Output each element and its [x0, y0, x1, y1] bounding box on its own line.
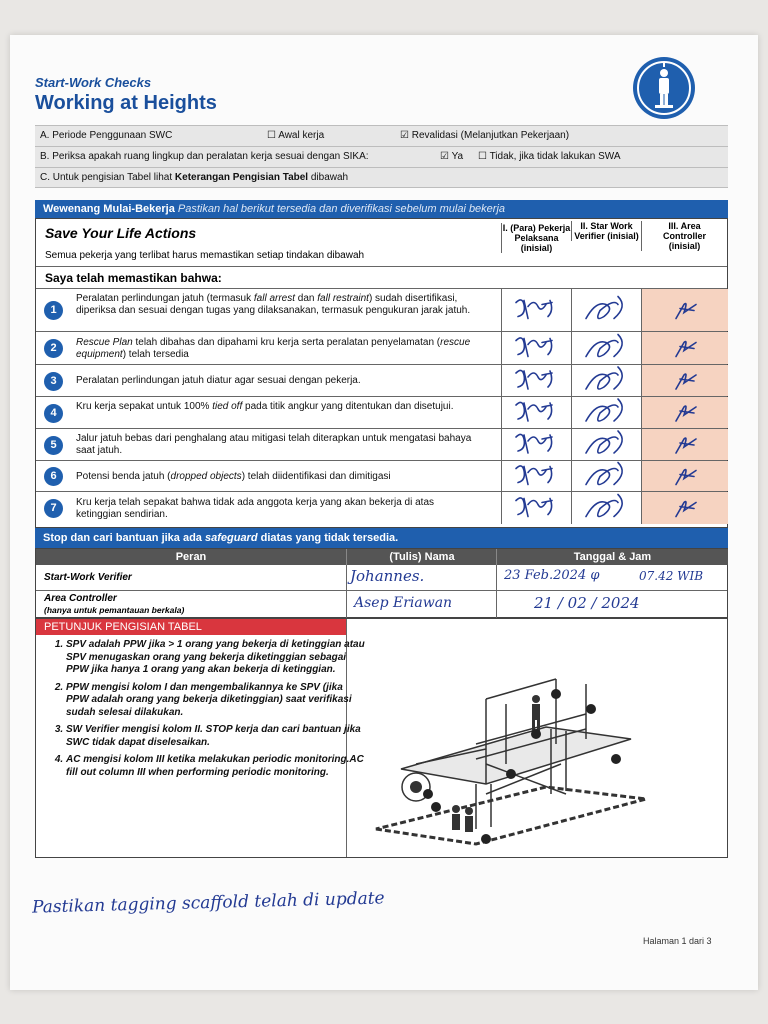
col-header-verifier: II. Star Work Verifier (inisial)	[571, 221, 641, 241]
initial-scribble	[502, 332, 572, 365]
initial-scribble	[642, 365, 728, 397]
action-number-badge: 2	[44, 339, 63, 358]
col-role: Peran	[36, 549, 346, 565]
option-ya[interactable]: ☑ Ya	[440, 151, 464, 162]
action-row-2	[36, 331, 727, 364]
verifier-initial-cell[interactable]	[571, 332, 642, 364]
col-name: (Tulis) Nama	[346, 549, 497, 565]
signoff-row-area-controller	[36, 590, 727, 618]
action-row-6	[36, 460, 727, 491]
ac-initial-cell[interactable]	[641, 461, 728, 491]
col-date: Tanggal & Jam	[496, 549, 728, 565]
table-note-prefix: C. Untuk pengisian Tabel lihat	[40, 172, 175, 183]
action-text: Potensi benda jatuh (dropped objects) telah diidentifikasi dan dimitigasi	[76, 471, 391, 482]
instruction-item: 1. SPV adalah PPW jika > 1 orang yang bekerja di ketinggian atau SPV menugaskan orang yang bekerja diketinggian sebagai PPW jika hanya 1 orang yang akan bekerja di ketinggian.	[66, 639, 366, 677]
initial-scribble	[572, 332, 642, 365]
confirm-label: Saya telah memastikan bahwa:	[45, 271, 222, 285]
ac-initial-cell[interactable]	[641, 365, 728, 396]
action-text: Rescue Plan telah dibahas dan dipahami kru kerja serta peralatan penyelamatan (rescue equipment) telah tersedia	[76, 337, 471, 360]
harness-worker-icon	[633, 57, 695, 119]
instructions-title: PETUNJUK PENGISIAN TABEL	[36, 619, 346, 635]
col-header-ppw: I. (Para) Pekerja Pelaksana (inisial)	[502, 223, 571, 253]
stop-band-prefix: Stop dan cari bantuan jika ada	[43, 532, 205, 544]
period-label: A. Periode Penggunaan SWC	[40, 130, 173, 141]
instruction-item: 3. SW Verifier mengisi kolom II. STOP kerja dan cari bantuan jika SWC tidak dapat diselesaikan.	[66, 724, 366, 749]
initial-scribble	[642, 289, 728, 332]
action-row-4	[36, 396, 727, 428]
verifier-initial-cell[interactable]	[571, 365, 642, 396]
initial-scribble	[502, 461, 572, 492]
initial-scribble	[502, 397, 572, 429]
stop-band-italic: safeguard	[204, 532, 258, 544]
initial-scribble	[572, 492, 642, 525]
authority-band	[35, 200, 728, 218]
verifier-name[interactable]: Johannes.	[350, 567, 425, 585]
action-number-badge: 7	[44, 499, 63, 518]
signoff-table	[35, 548, 728, 618]
initial-scribble	[572, 289, 642, 332]
scaffold-illustration	[356, 639, 721, 854]
instructions-list	[36, 639, 366, 784]
action-number-badge: 4	[44, 404, 63, 423]
initial-scribble	[502, 492, 572, 525]
action-text: Jalur jatuh bebas dari penghalang atau mitigasi telah diterapkan untuk mengatasi bahaya saat jatuh.	[76, 433, 472, 456]
ppw-initial-cell[interactable]	[501, 397, 572, 428]
initial-scribble	[572, 397, 642, 429]
verifier-initial-cell[interactable]	[571, 289, 642, 331]
action-row-3	[36, 364, 727, 396]
actions-header-row	[36, 219, 727, 266]
verifier-initial-cell[interactable]	[571, 492, 642, 524]
option-ya-label: Ya	[451, 151, 464, 162]
initial-scribble	[572, 461, 642, 492]
initial-scribble	[502, 429, 572, 461]
verifier-time[interactable]: 07.42 WIB	[639, 569, 704, 583]
option-revalidasi[interactable]: ☑ Revalidasi (Melanjutkan Pekerjaan)	[400, 130, 570, 141]
ac-role-note: (hanya untuk pemantauan berkala)	[44, 605, 185, 615]
verifier-date[interactable]: 23 Feb.2024 φ	[504, 568, 600, 583]
initial-scribble	[642, 492, 728, 525]
stop-band	[35, 528, 728, 548]
verifier-initial-cell[interactable]	[571, 429, 642, 460]
verifier-role: Start-Work Verifier	[44, 572, 132, 583]
initial-scribble	[642, 429, 728, 461]
col-header-area-controller: III. Area Controller (inisial)	[641, 221, 727, 251]
actions-subtitle: Semua pekerja yang terlibat harus memastikan setiap tindakan dibawah	[45, 250, 365, 261]
row-scope	[35, 146, 728, 167]
action-text: Kru kerja telah sepakat bahwa tidak ada anggota kerja yang akan bekerja di atas ketinggian sendirian.	[76, 497, 435, 520]
stop-band-suffix: diatas yang tidak tersedia.	[257, 532, 399, 544]
action-number-badge: 5	[44, 436, 63, 455]
ac-initial-cell[interactable]	[641, 289, 728, 331]
option-awal-label: Awal kerja	[278, 130, 325, 141]
option-awal[interactable]: ☐ Awal kerja	[267, 130, 325, 141]
initial-scribble	[642, 461, 728, 492]
initial-scribble	[502, 365, 572, 397]
row-period	[35, 125, 728, 146]
initial-scribble	[572, 365, 642, 397]
form-title: Working at Heights	[35, 92, 217, 114]
verifier-initial-cell[interactable]	[571, 461, 642, 491]
instruction-item: 4. AC mengisi kolom III ketika melakukan periodic monitoring.AC fill out column III when performing periodic monitoring.	[66, 754, 366, 779]
initial-scribble	[642, 397, 728, 429]
table-note-suffix: dibawah	[308, 172, 349, 183]
action-row-5	[36, 428, 727, 460]
actions-title: Save Your Life Actions	[45, 225, 197, 241]
authority-band-title: Wewenang Mulai-Bekerja	[43, 203, 175, 215]
ppw-initial-cell[interactable]	[501, 289, 572, 331]
ppw-initial-cell[interactable]	[501, 461, 572, 491]
confirm-row	[36, 266, 727, 288]
form-subtitle: Start-Work Checks	[35, 75, 152, 90]
authority-band-text: Pastikan hal berikut tersedia dan diverifikasi sebelum mulai bekerja	[177, 203, 506, 215]
handwritten-note: Pastikan tagging scaffold telah di update	[31, 888, 385, 918]
ac-initial-cell[interactable]	[641, 429, 728, 460]
page-number: Halaman 1 dari 3	[643, 936, 712, 946]
initial-scribble	[572, 429, 642, 461]
row-table-note	[35, 167, 728, 188]
ppw-initial-cell[interactable]	[501, 492, 572, 524]
ac-date[interactable]: 21 / 02 / 2024	[534, 594, 640, 612]
verifier-initial-cell[interactable]	[571, 397, 642, 428]
action-text: Kru kerja sepakat untuk 100% tied off pada titik angkur yang ditentukan dan disetujui.	[76, 401, 454, 412]
signoff-row-verifier	[36, 565, 727, 591]
initial-scribble	[502, 289, 572, 332]
action-number-badge: 6	[44, 467, 63, 486]
action-text: Peralatan perlindungan jatuh diatur agar sesuai dengan pekerja.	[76, 375, 361, 386]
action-text: Peralatan perlindungan jatuh (termasuk fall arrest dan fall restraint) sudah disertifikasi, diperiksa dan sesuai dengan tugas yang dilaksanakan, termasuk pengukuran jarak jatuh.	[76, 293, 471, 316]
ac-name[interactable]: Asep Eriawan	[354, 595, 453, 611]
ac-initial-cell[interactable]	[641, 492, 728, 524]
scope-label: B. Periksa apakah ruang lingkup dan peralatan kerja sesuai dengan SIKA:	[40, 151, 369, 162]
option-revalidasi-label: Revalidasi (Melanjutkan Pekerjaan)	[411, 130, 570, 141]
table-note-bold: Keterangan Pengisian Tabel	[174, 172, 309, 183]
option-tidak-label: Tidak, jika tidak lakukan SWA	[489, 151, 621, 162]
form-page	[10, 35, 758, 990]
ac-initial-cell[interactable]	[641, 332, 728, 364]
action-number-badge: 1	[44, 301, 63, 320]
action-row-7	[36, 491, 727, 524]
option-tidak[interactable]: ☐ Tidak, jika tidak lakukan SWA	[478, 151, 621, 162]
initial-scribble	[642, 332, 728, 365]
ac-role: Area Controller	[44, 593, 117, 604]
ac-initial-cell[interactable]	[641, 397, 728, 428]
instructions-section	[35, 618, 728, 858]
instruction-item: 2. PPW mengisi kolom I dan mengembalikannya ke SPV (jika PPW adalah orang yang bekerja diketinggian) saat verifikasi sudah selesai dilakukan.	[66, 682, 366, 720]
action-number-badge: 3	[44, 372, 63, 391]
ppw-initial-cell[interactable]	[501, 332, 572, 364]
ppw-initial-cell[interactable]	[501, 365, 572, 396]
ppw-initial-cell[interactable]	[501, 429, 572, 460]
actions-table	[35, 218, 728, 528]
action-row-1	[36, 288, 727, 331]
